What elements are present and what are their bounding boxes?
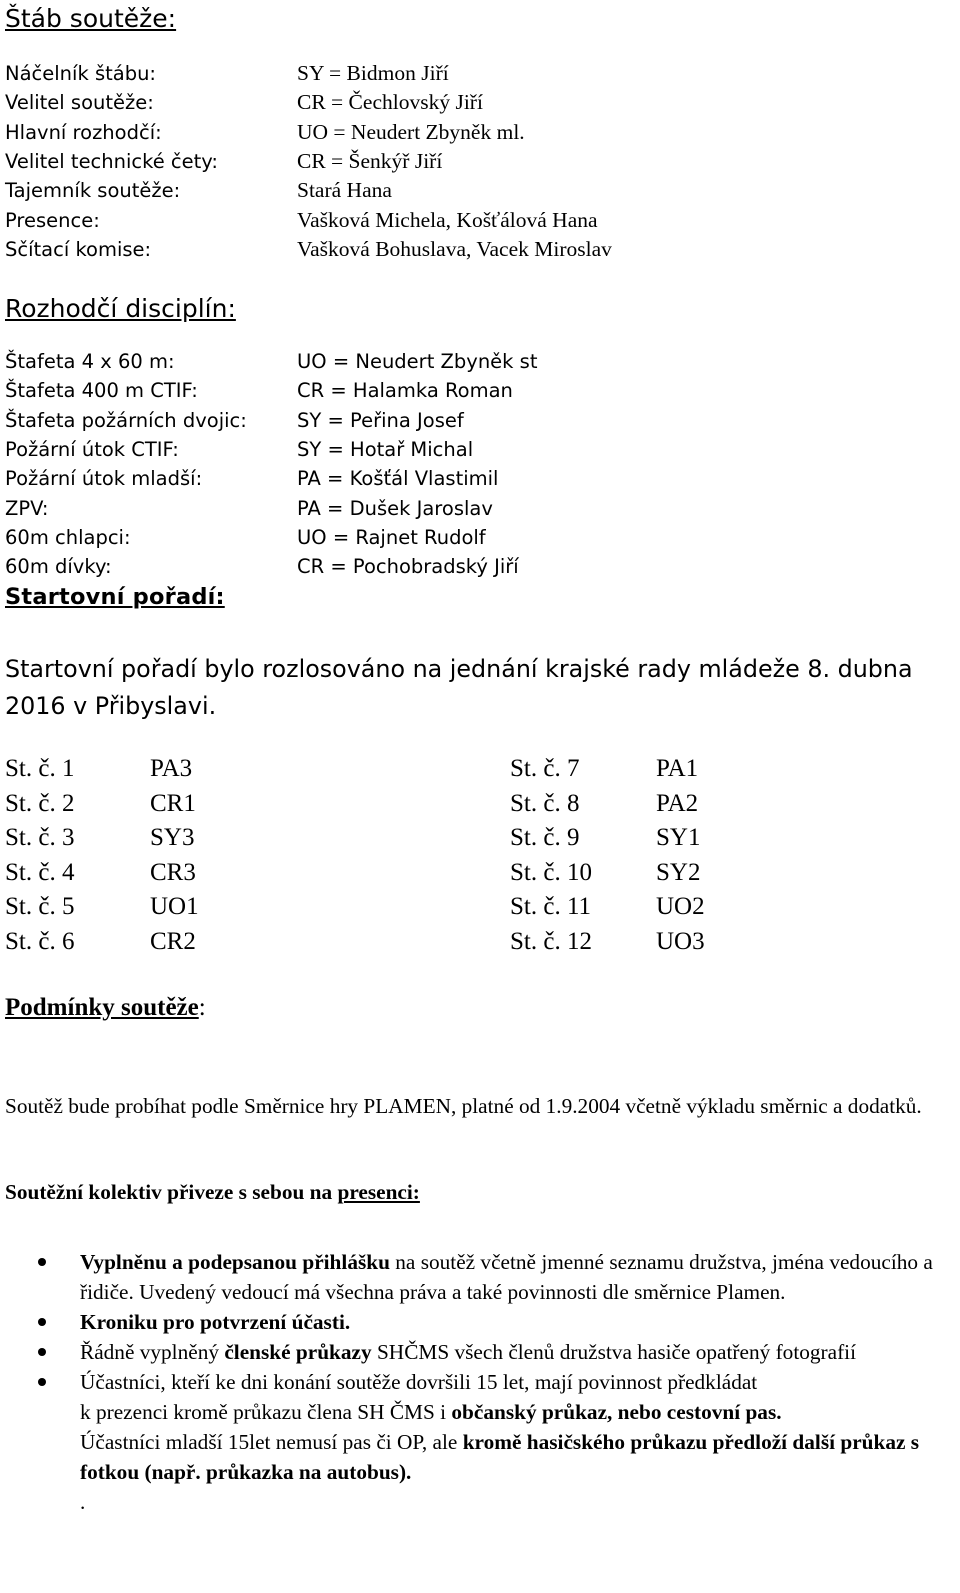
team-code: SY1: [656, 824, 701, 851]
judge-value: SY = Hotař Michal: [297, 437, 474, 461]
conditions-heading: [5, 994, 206, 1022]
team-code: SY3: [150, 824, 195, 851]
start-number: St. č. 9: [510, 824, 580, 851]
requirement-text: Účastníci mladší 15let nemusí pas či OP, ale: [80, 1430, 463, 1454]
judge-value: UO = Neudert Zbyněk st: [297, 350, 538, 373]
judge-label: Požární útok CTIF:: [5, 437, 179, 461]
team-code: PA1: [656, 755, 699, 782]
requirement-bold: Kroniku pro potvrzení účasti.: [80, 1310, 351, 1334]
judges-heading: Rozhodčí disciplín:: [5, 294, 236, 323]
requirement-bold: členské průkazy: [224, 1340, 372, 1364]
bullet-icon: [38, 1378, 46, 1386]
staff-heading: Štáb soutěže:: [5, 4, 177, 33]
staff-value: CR = Čechlovský Jiří: [297, 90, 483, 115]
bring-along-line: [5, 1180, 420, 1205]
requirement-item: [0, 1247, 945, 1307]
conditions-heading-colon: :: [198, 994, 206, 1021]
team-code: PA2: [656, 789, 699, 817]
judge-value: PA = Dušek Jaroslav: [297, 496, 493, 520]
start-order-note: Startovní pořadí bylo rozlosováno na jednání krajské rady mládeže 8. dubna 2016 v Přibyslavi.: [5, 655, 913, 720]
staff-label: Sčítací komise:: [5, 237, 152, 261]
staff-label: Tajemník soutěže:: [5, 179, 181, 203]
bullet-icon: [38, 1348, 46, 1356]
conditions-heading-text: Podmínky soutěže: [5, 994, 199, 1021]
requirement-line: [80, 1397, 945, 1427]
team-code: CR2: [150, 927, 196, 955]
judge-label: Štafeta požárních dvojic:: [5, 408, 247, 432]
bullet-icon: [38, 1258, 46, 1266]
start-number: St. č. 2: [5, 789, 75, 817]
requirement-text: k prezenci kromě průkazu člena SH ČMS i: [80, 1400, 452, 1424]
requirement-bold: kromě hasičského průkazu předloží další průkaz s fotkou (např. průkazka na autobus).: [80, 1430, 920, 1484]
requirements-list: [0, 1247, 960, 1517]
judge-value: PA = Košťál Vlastimil: [297, 467, 499, 491]
staff-value: CR = Šenkýř Jiří: [297, 148, 443, 173]
staff-label: Velitel technické čety:: [5, 149, 218, 173]
judge-label: ZPV:: [5, 496, 49, 520]
start-number: St. č. 10: [510, 858, 592, 886]
judge-label: Požární útok mladší:: [5, 467, 203, 491]
staff-value: Vašková Michela, Košťálová Hana: [297, 207, 598, 232]
staff-value: SY = Bidmon Jiří: [297, 61, 449, 85]
start-number: St. č. 11: [510, 893, 592, 920]
requirement-item: [0, 1307, 945, 1337]
judge-value: UO = Rajnet Rudolf: [297, 525, 486, 549]
staff-label: Presence:: [5, 208, 100, 232]
team-code: UO2: [656, 893, 705, 920]
start-order-heading: Startovní pořadí:: [5, 584, 225, 610]
staff-value: Vašková Bohuslava, Vacek Miroslav: [297, 236, 612, 261]
start-number: St. č. 8: [510, 789, 580, 817]
team-code: SY2: [656, 858, 701, 886]
judge-label: Štafeta 400 m CTIF:: [5, 379, 198, 403]
requirement-item: [0, 1337, 945, 1367]
team-code: UO1: [150, 893, 199, 920]
requirement-item: [0, 1367, 945, 1517]
requirement-line: Účastníci, kteří ke dni konání soutěže dovršili 15 let, mají povinnost předkládat: [80, 1370, 758, 1394]
staff-value: Stará Hana: [297, 178, 392, 203]
staff-value: UO = Neudert Zbyněk ml.: [297, 119, 525, 144]
requirement-text: Řádně vyplněný: [80, 1340, 225, 1364]
start-number: St. č. 1: [5, 755, 75, 782]
start-number: St. č. 7: [510, 755, 580, 782]
judge-value: CR = Halamka Roman: [297, 379, 513, 403]
start-number: St. č. 5: [5, 893, 75, 920]
start-number: St. č. 6: [5, 927, 75, 955]
team-code: PA3: [150, 755, 193, 782]
bring-along-text: Soutěžní kolektiv přiveze s sebou na: [5, 1180, 338, 1204]
conditions-text: Soutěž bude probíhat podle Směrnice hry PLAMEN, platné od 1.9.2004 včetně výkladu směrnic a dodatků.: [5, 1094, 922, 1118]
team-code: CR1: [150, 789, 196, 817]
team-code: UO3: [656, 927, 705, 955]
requirement-bold: občanský průkaz, nebo cestovní pas.: [451, 1400, 782, 1424]
bullet-icon: [38, 1318, 46, 1326]
requirement-text: SHČMS všech členů družstva hasiče opatřený fotografií: [371, 1340, 857, 1364]
start-number: St. č. 12: [510, 927, 592, 955]
requirement-text: na soutěž včetně jmenné seznamu družstva, jména vedoucího a řidiče. Uvedený vedoucí má všechna práva a také povinnosti dle směrnice Plamen.: [80, 1250, 933, 1304]
trailing-dot: .: [80, 1490, 86, 1514]
bring-along-presence: presenci:: [337, 1180, 420, 1204]
staff-label: Velitel soutěže:: [5, 91, 154, 115]
staff-label: Náčelník štábu:: [5, 62, 157, 85]
team-code: CR3: [150, 858, 196, 886]
requirement-bold: Vyplněnu a podepsanou přihlášku: [80, 1250, 390, 1274]
start-number: St. č. 4: [5, 858, 75, 886]
staff-label: Hlavní rozhodčí:: [5, 120, 162, 144]
judge-label: 60m chlapci:: [5, 525, 131, 549]
start-number: St. č. 3: [5, 824, 75, 851]
judge-value: SY = Peřina Josef: [297, 408, 464, 432]
judge-value: CR = Pochobradský Jiří: [297, 555, 519, 579]
judge-label: Štafeta 4 x 60 m:: [5, 350, 175, 373]
judge-label: 60m dívky:: [5, 555, 112, 579]
requirement-line: [80, 1427, 945, 1487]
